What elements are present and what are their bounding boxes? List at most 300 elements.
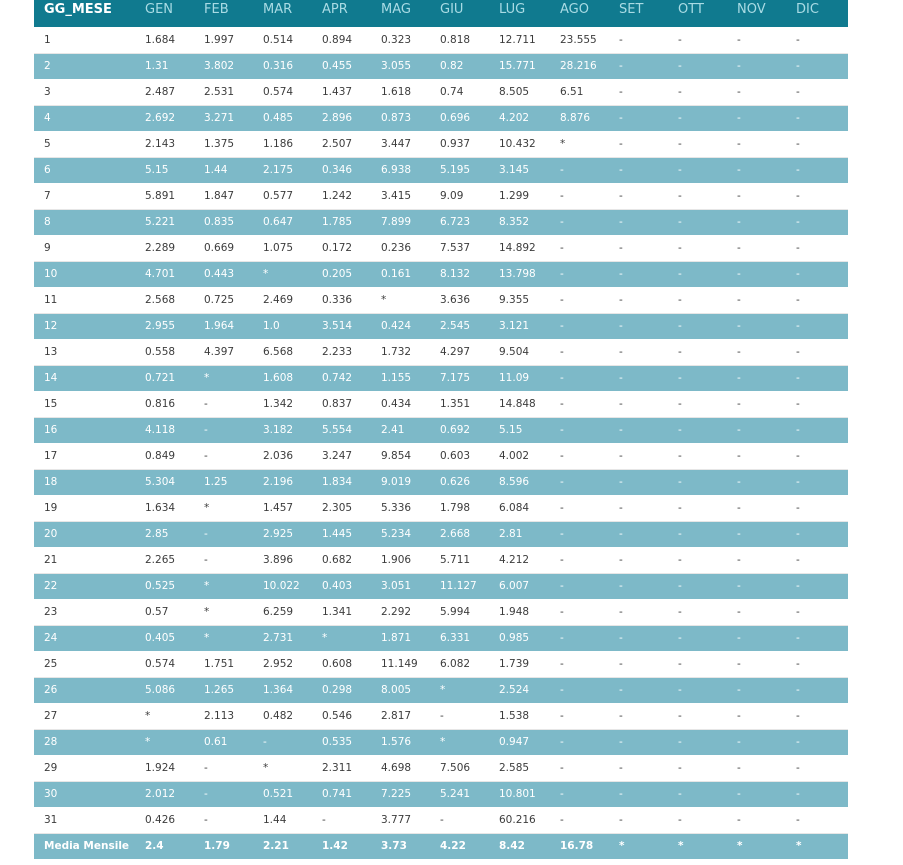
value-cell: - bbox=[609, 677, 668, 703]
table-row bbox=[34, 443, 848, 469]
value-cell: 1.798 bbox=[430, 495, 489, 521]
value-cell: - bbox=[609, 235, 668, 261]
value-cell: 1.457 bbox=[253, 495, 312, 521]
value-cell: 1.834 bbox=[312, 469, 371, 495]
value-cell: - bbox=[668, 755, 727, 781]
table-row bbox=[34, 209, 848, 235]
value-cell: 0.323 bbox=[371, 27, 430, 53]
value-cell: - bbox=[609, 209, 668, 235]
value-cell: - bbox=[668, 729, 727, 755]
value-cell: 3.514 bbox=[312, 313, 371, 339]
value-cell: - bbox=[609, 651, 668, 677]
value-cell: - bbox=[786, 235, 848, 261]
value-cell: 2.85 bbox=[135, 521, 194, 547]
value-cell: 1.948 bbox=[489, 599, 550, 625]
value-cell: - bbox=[786, 781, 848, 807]
value-cell: 8.505 bbox=[489, 79, 550, 105]
value-cell: 11.149 bbox=[371, 651, 430, 677]
value-cell: 0.608 bbox=[312, 651, 371, 677]
value-cell: - bbox=[550, 651, 609, 677]
value-cell: 2.896 bbox=[312, 105, 371, 131]
value-cell: 0.482 bbox=[253, 703, 312, 729]
value-cell: - bbox=[727, 807, 786, 833]
value-cell: 1.242 bbox=[312, 183, 371, 209]
day-cell: 11 bbox=[34, 287, 135, 313]
month-header-mag: MAG bbox=[371, 0, 430, 27]
value-cell: - bbox=[727, 625, 786, 651]
value-cell: 2.143 bbox=[135, 131, 194, 157]
value-cell: - bbox=[727, 235, 786, 261]
value-cell: 3.777 bbox=[371, 807, 430, 833]
value-cell: 7.175 bbox=[430, 365, 489, 391]
value-cell: - bbox=[727, 521, 786, 547]
value-cell: 1.342 bbox=[253, 391, 312, 417]
day-cell: 30 bbox=[34, 781, 135, 807]
value-cell: - bbox=[786, 729, 848, 755]
value-cell: - bbox=[727, 157, 786, 183]
value-cell: - bbox=[194, 547, 253, 573]
value-cell: - bbox=[786, 443, 848, 469]
month-header-feb: FEB bbox=[194, 0, 253, 27]
value-cell: - bbox=[727, 443, 786, 469]
value-cell: - bbox=[550, 235, 609, 261]
value-cell: 8.596 bbox=[489, 469, 550, 495]
value-cell: * bbox=[135, 703, 194, 729]
value-cell: 1.375 bbox=[194, 131, 253, 157]
value-cell: 5.15 bbox=[489, 417, 550, 443]
value-cell: - bbox=[668, 391, 727, 417]
value-cell: - bbox=[786, 599, 848, 625]
value-cell: - bbox=[786, 391, 848, 417]
value-cell: 14.848 bbox=[489, 391, 550, 417]
value-cell: - bbox=[668, 313, 727, 339]
value-cell: - bbox=[550, 677, 609, 703]
value-cell: 0.835 bbox=[194, 209, 253, 235]
value-cell: 1.964 bbox=[194, 313, 253, 339]
value-cell: 0.742 bbox=[312, 365, 371, 391]
value-cell: 0.57 bbox=[135, 599, 194, 625]
value-cell: 1.847 bbox=[194, 183, 253, 209]
value-cell: 0.669 bbox=[194, 235, 253, 261]
value-cell: - bbox=[786, 79, 848, 105]
value-cell: 3.247 bbox=[312, 443, 371, 469]
value-cell: 8.132 bbox=[430, 261, 489, 287]
value-cell: - bbox=[668, 807, 727, 833]
value-cell: 2.311 bbox=[312, 755, 371, 781]
value-cell: - bbox=[609, 417, 668, 443]
value-cell: 3.447 bbox=[371, 131, 430, 157]
value-cell: 2.524 bbox=[489, 677, 550, 703]
value-cell: 1.785 bbox=[312, 209, 371, 235]
value-cell: 3.636 bbox=[430, 287, 489, 313]
day-cell: 28 bbox=[34, 729, 135, 755]
value-cell: 2.113 bbox=[194, 703, 253, 729]
value-cell: 2.196 bbox=[253, 469, 312, 495]
table-row bbox=[34, 27, 848, 53]
value-cell: - bbox=[668, 573, 727, 599]
value-cell: - bbox=[609, 703, 668, 729]
value-cell: - bbox=[727, 781, 786, 807]
value-cell: 5.336 bbox=[371, 495, 430, 521]
day-cell: 12 bbox=[34, 313, 135, 339]
day-cell: 31 bbox=[34, 807, 135, 833]
value-cell: 3.271 bbox=[194, 105, 253, 131]
table-row bbox=[34, 807, 848, 833]
value-cell: - bbox=[609, 261, 668, 287]
value-cell: - bbox=[194, 807, 253, 833]
table-row bbox=[34, 781, 848, 807]
day-cell: 27 bbox=[34, 703, 135, 729]
month-header-ott: OTT bbox=[668, 0, 727, 27]
value-cell: 5.086 bbox=[135, 677, 194, 703]
value-cell: - bbox=[727, 599, 786, 625]
value-cell: 4.698 bbox=[371, 755, 430, 781]
value-cell: - bbox=[727, 287, 786, 313]
value-cell: 0.603 bbox=[430, 443, 489, 469]
value-cell: 0.574 bbox=[135, 651, 194, 677]
table-row bbox=[34, 105, 848, 131]
value-cell: 0.346 bbox=[312, 157, 371, 183]
value-cell: 0.558 bbox=[135, 339, 194, 365]
table-row bbox=[34, 313, 848, 339]
day-cell: 22 bbox=[34, 573, 135, 599]
value-cell: - bbox=[668, 365, 727, 391]
value-cell: 5.195 bbox=[430, 157, 489, 183]
value-cell: 1.732 bbox=[371, 339, 430, 365]
value-cell: - bbox=[786, 703, 848, 729]
value-cell: 3.182 bbox=[253, 417, 312, 443]
value-cell: - bbox=[727, 365, 786, 391]
value-cell: 1.341 bbox=[312, 599, 371, 625]
value-cell: 8.876 bbox=[550, 105, 609, 131]
day-cell: 3 bbox=[34, 79, 135, 105]
value-cell: - bbox=[609, 131, 668, 157]
value-cell: * bbox=[194, 365, 253, 391]
value-cell: 1.684 bbox=[135, 27, 194, 53]
value-cell: - bbox=[786, 209, 848, 235]
value-cell: 0.521 bbox=[253, 781, 312, 807]
value-cell: - bbox=[786, 807, 848, 833]
day-cell: 18 bbox=[34, 469, 135, 495]
table-row bbox=[34, 391, 848, 417]
table-row bbox=[34, 131, 848, 157]
value-cell: - bbox=[668, 703, 727, 729]
value-cell: - bbox=[786, 755, 848, 781]
value-cell: - bbox=[550, 183, 609, 209]
value-cell: 0.816 bbox=[135, 391, 194, 417]
table-row bbox=[34, 339, 848, 365]
value-cell: - bbox=[668, 651, 727, 677]
value-cell: 9.019 bbox=[371, 469, 430, 495]
value-cell: 2.952 bbox=[253, 651, 312, 677]
monthly-average-row bbox=[34, 833, 848, 859]
value-cell: - bbox=[727, 391, 786, 417]
value-cell: - bbox=[786, 261, 848, 287]
value-cell: - bbox=[609, 157, 668, 183]
month-header-dic: DIC bbox=[786, 0, 848, 27]
value-cell: 13.798 bbox=[489, 261, 550, 287]
table-row bbox=[34, 53, 848, 79]
value-cell: - bbox=[550, 755, 609, 781]
value-cell: - bbox=[609, 807, 668, 833]
value-cell: 1.576 bbox=[371, 729, 430, 755]
value-cell: - bbox=[786, 105, 848, 131]
value-cell: 8.352 bbox=[489, 209, 550, 235]
table-row bbox=[34, 547, 848, 573]
value-cell: 1.739 bbox=[489, 651, 550, 677]
value-cell: 1.155 bbox=[371, 365, 430, 391]
value-cell: 6.082 bbox=[430, 651, 489, 677]
value-cell: - bbox=[550, 625, 609, 651]
day-cell: 20 bbox=[34, 521, 135, 547]
value-cell: 4.297 bbox=[430, 339, 489, 365]
value-cell: 9.09 bbox=[430, 183, 489, 209]
value-cell: 6.568 bbox=[253, 339, 312, 365]
value-cell: - bbox=[727, 131, 786, 157]
value-cell: - bbox=[194, 521, 253, 547]
monthly-average-value: 8.42 bbox=[489, 833, 550, 859]
value-cell: 3.415 bbox=[371, 183, 430, 209]
month-header-apr: APR bbox=[312, 0, 371, 27]
value-cell: - bbox=[550, 703, 609, 729]
day-cell: 7 bbox=[34, 183, 135, 209]
value-cell: 0.336 bbox=[312, 287, 371, 313]
value-cell: * bbox=[371, 287, 430, 313]
value-cell: 0.577 bbox=[253, 183, 312, 209]
table-row bbox=[34, 677, 848, 703]
value-cell: - bbox=[786, 625, 848, 651]
value-cell: 4.118 bbox=[135, 417, 194, 443]
table-row bbox=[34, 651, 848, 677]
value-cell: - bbox=[430, 807, 489, 833]
month-header-nov: NOV bbox=[727, 0, 786, 27]
value-cell: 2.568 bbox=[135, 287, 194, 313]
monthly-average-value: * bbox=[668, 833, 727, 859]
value-cell: 5.234 bbox=[371, 521, 430, 547]
value-cell: 0.837 bbox=[312, 391, 371, 417]
day-cell: 21 bbox=[34, 547, 135, 573]
value-cell: 0.74 bbox=[430, 79, 489, 105]
value-cell: 2.81 bbox=[489, 521, 550, 547]
value-cell: - bbox=[786, 573, 848, 599]
value-cell: 9.355 bbox=[489, 287, 550, 313]
value-cell: * bbox=[312, 625, 371, 651]
value-cell: - bbox=[786, 651, 848, 677]
table-row bbox=[34, 365, 848, 391]
value-cell: - bbox=[550, 287, 609, 313]
monthly-average-value: 16.78 bbox=[550, 833, 609, 859]
value-cell: - bbox=[550, 417, 609, 443]
value-cell: 10.022 bbox=[253, 573, 312, 599]
value-cell: - bbox=[609, 625, 668, 651]
monthly-average-value: * bbox=[786, 833, 848, 859]
value-cell: 0.443 bbox=[194, 261, 253, 287]
value-cell: 5.554 bbox=[312, 417, 371, 443]
value-cell: - bbox=[668, 235, 727, 261]
value-cell: 8.005 bbox=[371, 677, 430, 703]
value-cell: 2.668 bbox=[430, 521, 489, 547]
value-cell: * bbox=[194, 495, 253, 521]
value-cell: 3.051 bbox=[371, 573, 430, 599]
value-cell: - bbox=[668, 209, 727, 235]
monthly-average-value: 1.79 bbox=[194, 833, 253, 859]
value-cell: - bbox=[727, 261, 786, 287]
value-cell: 12.711 bbox=[489, 27, 550, 53]
value-cell: 0.236 bbox=[371, 235, 430, 261]
month-header-lug: LUG bbox=[489, 0, 550, 27]
value-cell: 1.44 bbox=[253, 807, 312, 833]
day-cell: 19 bbox=[34, 495, 135, 521]
value-cell: - bbox=[609, 365, 668, 391]
value-cell: * bbox=[253, 755, 312, 781]
value-cell: 1.265 bbox=[194, 677, 253, 703]
value-cell: * bbox=[253, 261, 312, 287]
value-cell: 3.896 bbox=[253, 547, 312, 573]
value-cell: 6.938 bbox=[371, 157, 430, 183]
value-cell: - bbox=[312, 807, 371, 833]
value-cell: - bbox=[668, 183, 727, 209]
value-cell: - bbox=[609, 391, 668, 417]
value-cell: 1.906 bbox=[371, 547, 430, 573]
value-cell: 2.531 bbox=[194, 79, 253, 105]
value-cell: - bbox=[668, 677, 727, 703]
table-body bbox=[34, 27, 848, 833]
value-cell: 0.485 bbox=[253, 105, 312, 131]
value-cell: 11.127 bbox=[430, 573, 489, 599]
day-month-header: GG_MESE bbox=[34, 0, 135, 27]
value-cell: 6.51 bbox=[550, 79, 609, 105]
monthly-average-label: Media Mensile bbox=[34, 833, 135, 859]
value-cell: 1.25 bbox=[194, 469, 253, 495]
value-cell: * bbox=[550, 131, 609, 157]
value-cell: - bbox=[727, 573, 786, 599]
value-cell: 2.305 bbox=[312, 495, 371, 521]
monthly-average-value: 2.4 bbox=[135, 833, 194, 859]
value-cell: - bbox=[550, 313, 609, 339]
value-cell: 5.891 bbox=[135, 183, 194, 209]
value-cell: 0.424 bbox=[371, 313, 430, 339]
value-cell: 1.186 bbox=[253, 131, 312, 157]
value-cell: 9.504 bbox=[489, 339, 550, 365]
value-cell: - bbox=[609, 521, 668, 547]
value-cell: - bbox=[668, 287, 727, 313]
day-cell: 9 bbox=[34, 235, 135, 261]
value-cell: 3.121 bbox=[489, 313, 550, 339]
value-cell: - bbox=[668, 521, 727, 547]
day-cell: 14 bbox=[34, 365, 135, 391]
value-cell: 2.731 bbox=[253, 625, 312, 651]
value-cell: 2.265 bbox=[135, 547, 194, 573]
value-cell: - bbox=[550, 209, 609, 235]
value-cell: 4.202 bbox=[489, 105, 550, 131]
value-cell: 15.771 bbox=[489, 53, 550, 79]
value-cell: 9.854 bbox=[371, 443, 430, 469]
day-cell: 1 bbox=[34, 27, 135, 53]
value-cell: 0.316 bbox=[253, 53, 312, 79]
value-cell: 2.585 bbox=[489, 755, 550, 781]
value-cell: 0.626 bbox=[430, 469, 489, 495]
value-cell: 0.947 bbox=[489, 729, 550, 755]
value-cell: 0.692 bbox=[430, 417, 489, 443]
month-header-ago: AGO bbox=[550, 0, 609, 27]
value-cell: - bbox=[609, 183, 668, 209]
value-cell: 2.292 bbox=[371, 599, 430, 625]
value-cell: 2.41 bbox=[371, 417, 430, 443]
value-cell: - bbox=[194, 391, 253, 417]
value-cell: - bbox=[668, 79, 727, 105]
value-cell: - bbox=[668, 625, 727, 651]
value-cell: - bbox=[668, 443, 727, 469]
value-cell: 60.216 bbox=[489, 807, 550, 833]
value-cell: 1.871 bbox=[371, 625, 430, 651]
value-cell: 10.801 bbox=[489, 781, 550, 807]
value-cell: 11.09 bbox=[489, 365, 550, 391]
table-row bbox=[34, 729, 848, 755]
value-cell: 0.61 bbox=[194, 729, 253, 755]
value-cell: - bbox=[727, 27, 786, 53]
value-cell: 0.161 bbox=[371, 261, 430, 287]
value-cell: 5.221 bbox=[135, 209, 194, 235]
value-cell: 2.487 bbox=[135, 79, 194, 105]
value-cell: 2.925 bbox=[253, 521, 312, 547]
value-cell: 3.145 bbox=[489, 157, 550, 183]
value-cell: - bbox=[786, 131, 848, 157]
value-cell: 0.721 bbox=[135, 365, 194, 391]
value-cell: 6.331 bbox=[430, 625, 489, 651]
table-row bbox=[34, 261, 848, 287]
value-cell: 7.899 bbox=[371, 209, 430, 235]
value-cell: - bbox=[550, 261, 609, 287]
value-cell: 1.445 bbox=[312, 521, 371, 547]
value-cell: * bbox=[430, 729, 489, 755]
value-cell: 5.241 bbox=[430, 781, 489, 807]
value-cell: - bbox=[668, 781, 727, 807]
value-cell: - bbox=[609, 287, 668, 313]
value-cell: 7.225 bbox=[371, 781, 430, 807]
monthly-average-value: * bbox=[727, 833, 786, 859]
value-cell: 23.555 bbox=[550, 27, 609, 53]
monthly-average-value: 1.42 bbox=[312, 833, 371, 859]
value-cell: 0.985 bbox=[489, 625, 550, 651]
value-cell: - bbox=[430, 703, 489, 729]
value-cell: * bbox=[194, 599, 253, 625]
value-cell: 0.298 bbox=[312, 677, 371, 703]
value-cell: 0.818 bbox=[430, 27, 489, 53]
value-cell: 0.535 bbox=[312, 729, 371, 755]
value-cell: 5.304 bbox=[135, 469, 194, 495]
value-cell: * bbox=[194, 573, 253, 599]
value-cell: - bbox=[668, 105, 727, 131]
value-cell: - bbox=[786, 287, 848, 313]
month-header-giu: GIU bbox=[430, 0, 489, 27]
value-cell: * bbox=[135, 729, 194, 755]
day-cell: 13 bbox=[34, 339, 135, 365]
month-header-gen: GEN bbox=[135, 0, 194, 27]
value-cell: - bbox=[609, 729, 668, 755]
value-cell: 5.994 bbox=[430, 599, 489, 625]
day-cell: 17 bbox=[34, 443, 135, 469]
value-cell: 0.205 bbox=[312, 261, 371, 287]
value-cell: 1.299 bbox=[489, 183, 550, 209]
value-cell: 1.997 bbox=[194, 27, 253, 53]
value-cell: - bbox=[609, 79, 668, 105]
value-cell: - bbox=[668, 131, 727, 157]
value-cell: 10.432 bbox=[489, 131, 550, 157]
value-cell: - bbox=[786, 495, 848, 521]
value-cell: 2.955 bbox=[135, 313, 194, 339]
value-cell: 0.405 bbox=[135, 625, 194, 651]
value-cell: - bbox=[550, 365, 609, 391]
